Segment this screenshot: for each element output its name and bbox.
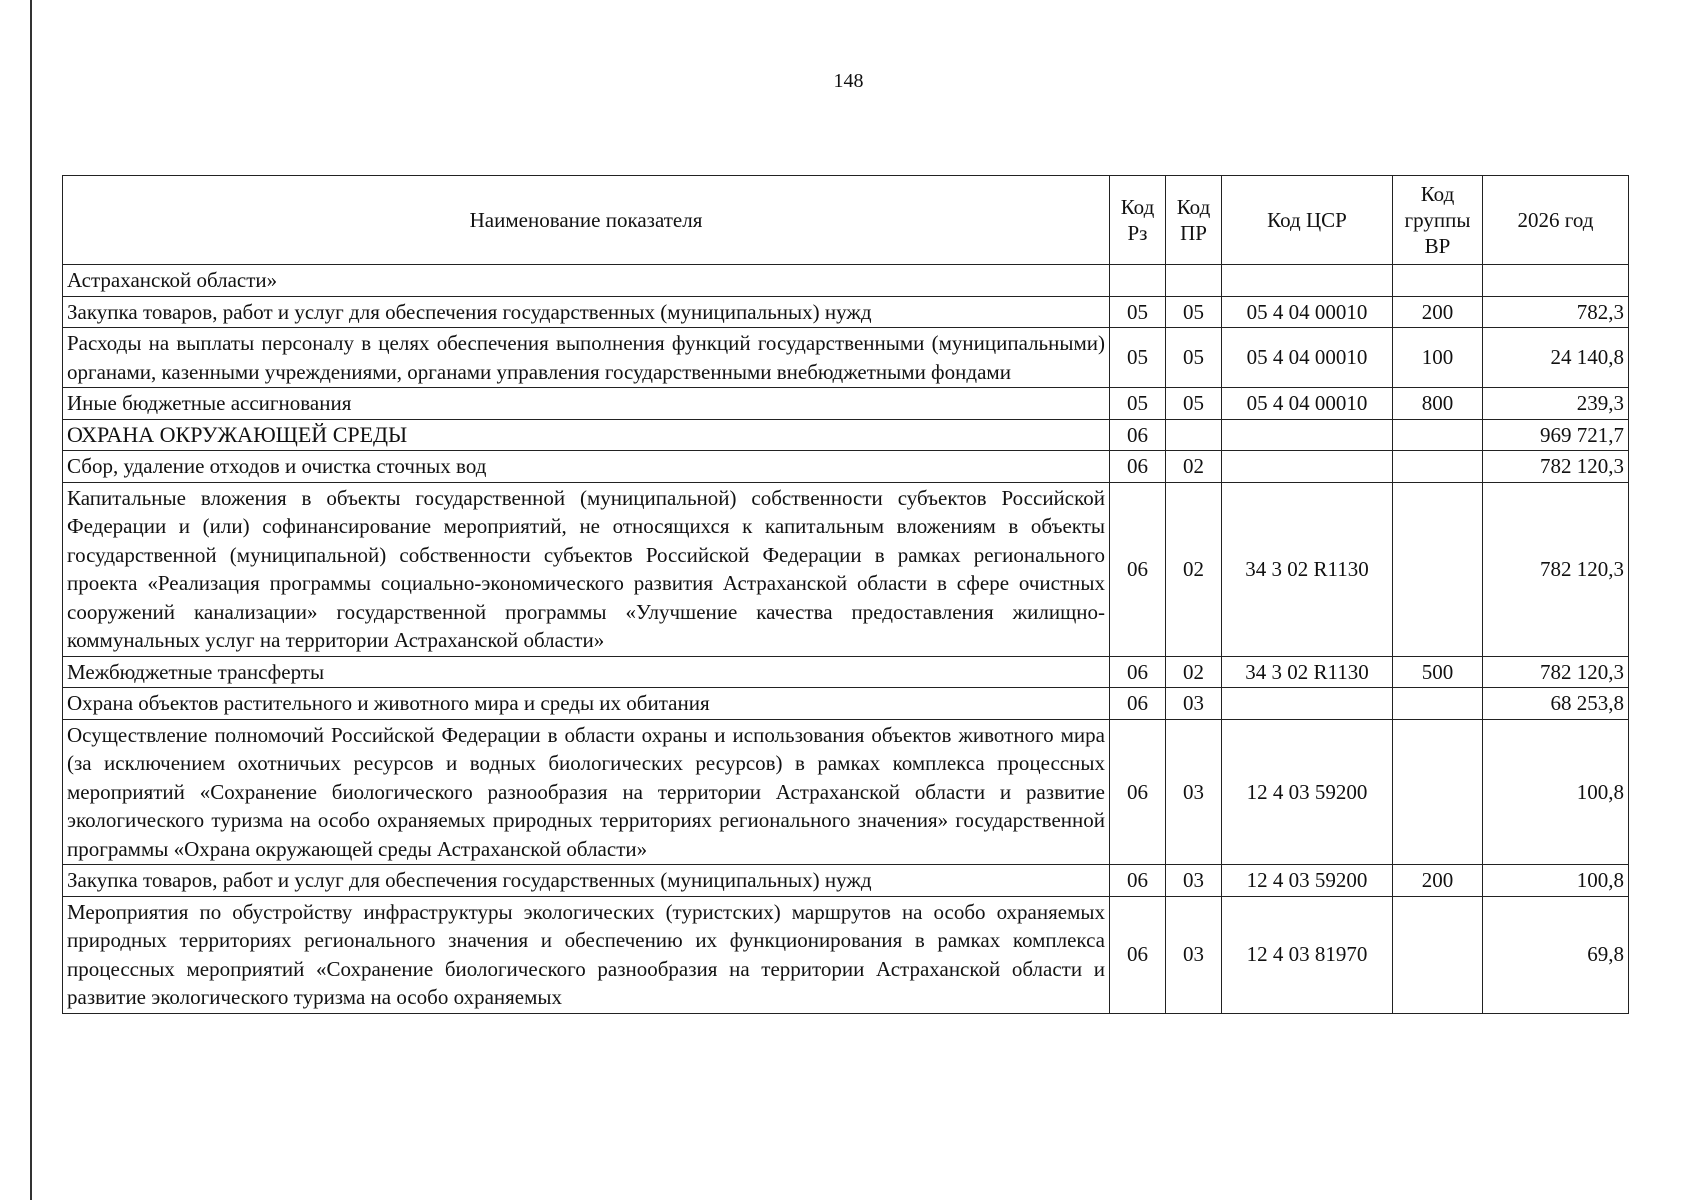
row-amount: 782 120,3 xyxy=(1483,482,1629,656)
row-code-rz: 06 xyxy=(1110,656,1166,688)
row-name: Закупка товаров, работ и услуг для обеспечения государственных (муниципальных) нужд xyxy=(63,296,1110,328)
row-code-rz: 06 xyxy=(1110,688,1166,720)
row-code-pr: 02 xyxy=(1166,482,1222,656)
row-code-pr: 05 xyxy=(1166,328,1222,388)
row-code-csr: 34 3 02 R1130 xyxy=(1222,482,1393,656)
row-code-rz: 06 xyxy=(1110,451,1166,483)
row-code-csr xyxy=(1222,265,1393,297)
row-amount: 782 120,3 xyxy=(1483,656,1629,688)
row-amount xyxy=(1483,265,1629,297)
table-row xyxy=(63,656,1629,688)
table-row xyxy=(63,482,1629,656)
row-code-vr xyxy=(1393,719,1483,865)
row-code-vr xyxy=(1393,896,1483,1013)
row-amount: 100,8 xyxy=(1483,865,1629,897)
row-code-vr: 100 xyxy=(1393,328,1483,388)
row-code-vr: 200 xyxy=(1393,865,1483,897)
row-amount: 969 721,7 xyxy=(1483,419,1629,451)
header-code-pr: Код ПР xyxy=(1166,176,1222,265)
table-row xyxy=(63,896,1629,1013)
row-code-csr: 05 4 04 00010 xyxy=(1222,296,1393,328)
row-code-vr xyxy=(1393,419,1483,451)
row-code-csr: 12 4 03 59200 xyxy=(1222,865,1393,897)
row-amount: 24 140,8 xyxy=(1483,328,1629,388)
row-name: ОХРАНА ОКРУЖАЮЩЕЙ СРЕДЫ xyxy=(63,419,1110,451)
row-name: Капитальные вложения в объекты государственной (муниципальной) собственности субъектов Российской Федерации и (или) софинансирование мероприятий, не относящихся к капитальным вложениям в объекты государственной (муниципальной) собственности субъектов Российской Федерации в рамках регионального проекта «Реализация программы социально-экономического развития Астраханской области в сфере очистных сооружений канализации» государственной программы «Улучшение качества предоставления жилищно-коммунальных услуг на территории Астраханской области» xyxy=(63,482,1110,656)
row-name: Межбюджетные трансферты xyxy=(63,656,1110,688)
table-row xyxy=(63,296,1629,328)
row-code-rz: 06 xyxy=(1110,419,1166,451)
table-row xyxy=(63,865,1629,897)
row-code-rz: 06 xyxy=(1110,896,1166,1013)
row-code-csr: 12 4 03 81970 xyxy=(1222,896,1393,1013)
row-amount: 782,3 xyxy=(1483,296,1629,328)
row-code-rz xyxy=(1110,265,1166,297)
header-code-csr: Код ЦСР xyxy=(1222,176,1393,265)
row-name: Осуществление полномочий Российской Федерации в области охраны и использования объектов животного мира (за исключением охотничьих ресурсов и водных биологических ресурсов) в рамках комплекса процессных мероприятий «Сохранение биологического разнообразия на территории Астраханской области и развитие экологического туризма на особо охраняемых природных территориях регионального значения» государственной программы «Охрана окружающей среды Астраханской области» xyxy=(63,719,1110,865)
header-code-vr: Код группы ВР xyxy=(1393,176,1483,265)
header-year-2026: 2026 год xyxy=(1483,176,1629,265)
row-code-vr xyxy=(1393,265,1483,297)
table-row xyxy=(63,265,1629,297)
row-code-rz: 05 xyxy=(1110,296,1166,328)
row-code-csr: 05 4 04 00010 xyxy=(1222,388,1393,420)
table-row xyxy=(63,328,1629,388)
row-code-vr: 200 xyxy=(1393,296,1483,328)
row-code-pr: 03 xyxy=(1166,688,1222,720)
row-name: Закупка товаров, работ и услуг для обеспечения государственных (муниципальных) нужд xyxy=(63,865,1110,897)
row-amount: 69,8 xyxy=(1483,896,1629,1013)
row-code-pr xyxy=(1166,419,1222,451)
row-code-csr xyxy=(1222,451,1393,483)
row-code-pr: 05 xyxy=(1166,296,1222,328)
table-row xyxy=(63,451,1629,483)
table-row xyxy=(63,688,1629,720)
page-number: 148 xyxy=(833,70,864,92)
row-code-csr: 12 4 03 59200 xyxy=(1222,719,1393,865)
row-code-vr: 500 xyxy=(1393,656,1483,688)
row-name: Расходы на выплаты персоналу в целях обеспечения выполнения функций государственными (муниципальными) органами, казенными учреждениями, органами управления государственными внебюджетными фондами xyxy=(63,328,1110,388)
row-code-rz: 06 xyxy=(1110,719,1166,865)
header-indicator-name: Наименование показателя xyxy=(63,176,1110,265)
row-code-csr: 34 3 02 R1130 xyxy=(1222,656,1393,688)
row-code-pr: 02 xyxy=(1166,451,1222,483)
row-amount: 68 253,8 xyxy=(1483,688,1629,720)
row-code-vr xyxy=(1393,451,1483,483)
row-name: Сбор, удаление отходов и очистка сточных вод xyxy=(63,451,1110,483)
budget-table xyxy=(62,175,1629,1014)
header-code-rz: Код Рз xyxy=(1110,176,1166,265)
row-code-rz: 06 xyxy=(1110,865,1166,897)
row-code-rz: 06 xyxy=(1110,482,1166,656)
row-code-vr: 800 xyxy=(1393,388,1483,420)
table-row xyxy=(63,419,1629,451)
row-code-rz: 05 xyxy=(1110,388,1166,420)
row-name: Мероприятия по обустройству инфраструктуры экологических (туристских) маршрутов на особо охраняемых природных территориях регионального значения и обеспечению их функционирования в рамках комплекса процессных мероприятий «Сохранение биологического разнообразия на территории Астраханской области и развитие экологического туризма на особо охраняемых xyxy=(63,896,1110,1013)
row-amount: 100,8 xyxy=(1483,719,1629,865)
row-code-csr xyxy=(1222,688,1393,720)
row-amount: 782 120,3 xyxy=(1483,451,1629,483)
table-row xyxy=(63,719,1629,865)
row-code-csr: 05 4 04 00010 xyxy=(1222,328,1393,388)
row-code-csr xyxy=(1222,419,1393,451)
row-code-vr xyxy=(1393,482,1483,656)
row-code-pr: 03 xyxy=(1166,719,1222,865)
row-code-pr: 03 xyxy=(1166,865,1222,897)
row-code-pr xyxy=(1166,265,1222,297)
table-header-row xyxy=(63,176,1629,265)
row-code-pr: 05 xyxy=(1166,388,1222,420)
row-code-pr: 03 xyxy=(1166,896,1222,1013)
row-code-rz: 05 xyxy=(1110,328,1166,388)
row-name: Охрана объектов растительного и животного мира и среды их обитания xyxy=(63,688,1110,720)
row-name: Астраханской области» xyxy=(63,265,1110,297)
table-row xyxy=(63,388,1629,420)
row-code-pr: 02 xyxy=(1166,656,1222,688)
row-amount: 239,3 xyxy=(1483,388,1629,420)
row-code-vr xyxy=(1393,688,1483,720)
row-name: Иные бюджетные ассигнования xyxy=(63,388,1110,420)
binding-margin-line xyxy=(30,0,32,1200)
